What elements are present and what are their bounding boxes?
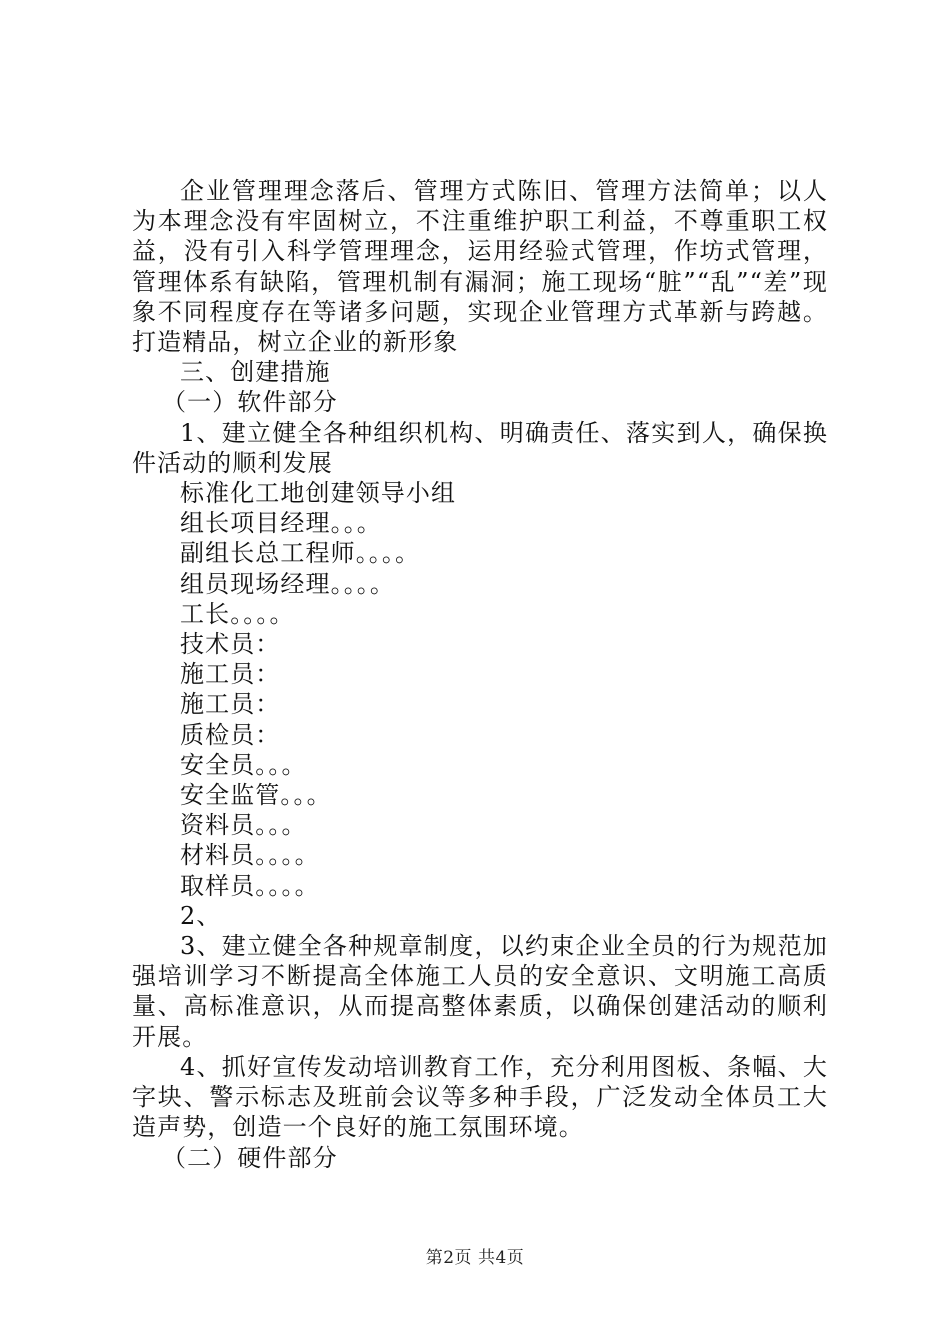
roster-item-quality-inspector: 质检员： [180,720,281,749]
group-title: 标准化工地创建领导小组 [180,479,457,508]
roster-item-technician: 技术员： [180,630,281,659]
page-number-footer: 第2页 共4页 [425,1248,525,1268]
item-3: 3、建立健全各种规章制度，以约束企业全员的行为规范加强培训学习不断提高全体施工人员的安全意识、文明施工高质量、高标准意识，从而提高整体素质，以确保创建活动的顺利开展。 [132,932,828,1051]
item-2: 2、 [180,901,222,930]
item-1: 1、建立健全各种组织机构、明确责任、落实到人，确保换件活动的顺利发展 [132,418,828,477]
section-3-heading: 三、创建措施 [180,358,331,387]
roster-item-sampler: 取样员。。。。 [180,871,320,900]
roster-item-team-leader: 组长项目经理。。。 [180,509,382,538]
roster-item-safety-supervisor: 安全监管。。。 [180,781,332,810]
roster-item-deputy-leader: 副组长总工程师。。。。 [180,539,421,568]
roster-item-documentation-clerk: 资料员。。。 [180,811,307,840]
roster-item-constructor-2: 施工员： [180,690,281,719]
paragraph-1: 企业管理理念落后、管理方式陈旧、管理方法简单；以人为本理念没有牢固树立，不注重维护职工利益，不尊重职工权益，没有引入科学管理理念，运用经验式管理，作坊式管理，管理体系有缺陷，管理机制有漏洞；施工现场“脏”“乱”“差”现象不同程度存在等诸多问题，实现企业管理方式革新与跨越。打造精品，树立企业的新形象 [132,177,828,357]
item-4: 4、抓好宣传发动培训教育工作，充分利用图板、条幅、大字块、警示标志及班前会议等多种手段，广泛发动全体员工大造声势，创造一个良好的施工氛围环境。 [132,1052,828,1142]
roster-item-foreman: 工长。。。。 [180,599,295,628]
roster-item-constructor-1: 施工员： [180,660,281,689]
document-body [132,176,828,1173]
roster-item-members: 组员现场经理。。。。 [180,569,395,598]
subsection-2-heading: （二）硬件部分 [162,1143,338,1172]
roster-item-safety-officer: 安全员。。。 [180,750,307,779]
roster-item-materials-clerk: 材料员。。。。 [180,841,320,870]
subsection-1-heading: （一）软件部分 [162,388,338,417]
